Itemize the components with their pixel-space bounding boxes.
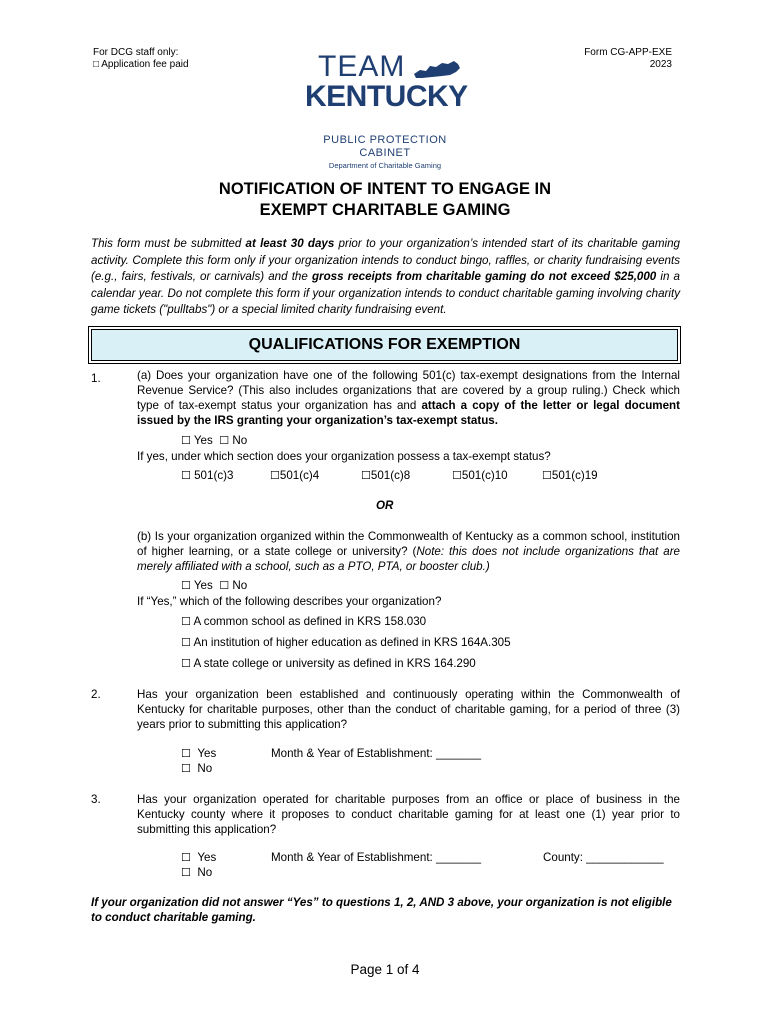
q3-yes-checkbox[interactable]: ☐ bbox=[181, 851, 191, 864]
q1b-option-state-college bbox=[181, 656, 476, 671]
option-501c8-checkbox[interactable]: ☐ bbox=[361, 469, 371, 482]
q2-no bbox=[181, 761, 212, 776]
common-school-label: A common school as defined in KRS 158.030 bbox=[193, 615, 427, 628]
q1-number: 1. bbox=[91, 372, 101, 385]
q1-option-501c19 bbox=[542, 468, 598, 483]
q3-text: Has your organization operated for charitable purposes from an office or place of business in the Kentucky county where it proposes to conduct charitable gaming for at least one (1) year prior to submitting this application? bbox=[137, 793, 680, 836]
eligibility-note: If your organization did not answer “Yes” to questions 1, 2, AND 3 above, your organization is not eligible to conduct charitable gaming. bbox=[91, 896, 672, 924]
q2-yes-label: Yes bbox=[197, 747, 217, 760]
common-school-checkbox[interactable]: ☐ bbox=[181, 615, 191, 628]
q1a-followup: If yes, under which section does your organization possess a tax-exempt status? bbox=[137, 450, 551, 463]
title-line-2: EXEMPT CHARITABLE GAMING bbox=[259, 201, 511, 219]
option-501c10-label: 501(c)10 bbox=[461, 469, 508, 482]
state-college-checkbox[interactable]: ☐ bbox=[181, 657, 191, 670]
option-501c3-label: 501(c)3 bbox=[194, 469, 234, 482]
q2-month-year-field[interactable]: Month & Year of Establishment: _______ bbox=[271, 747, 482, 760]
option-501c19-label: 501(c)19 bbox=[551, 469, 598, 482]
q3-month-year-field[interactable]: Month & Year of Establishment: _______ bbox=[271, 851, 482, 864]
kentucky-state-icon bbox=[412, 60, 462, 80]
q1b-option-higher-ed bbox=[181, 635, 511, 650]
q1b-no-checkbox[interactable]: ☐ bbox=[219, 579, 230, 592]
higher-ed-checkbox[interactable]: ☐ bbox=[181, 636, 191, 649]
option-501c4-label: 501(c)4 bbox=[279, 469, 320, 482]
intro-bold-2: gross receipts from charitable gaming do not exceed $25,000 bbox=[311, 270, 657, 283]
q1-option-501c3 bbox=[181, 468, 233, 483]
q1a-bold: attach a copy of the letter or legal document issued by the IRS granting your organization’s tax-exempt status. bbox=[137, 399, 680, 427]
q1b-followup: If “Yes,” which of the following describes your organization? bbox=[137, 595, 442, 608]
q1a-no-checkbox[interactable]: ☐ bbox=[219, 434, 230, 447]
form-year: 2023 bbox=[649, 59, 672, 70]
q3-no-label: No bbox=[197, 866, 213, 879]
page-number: Page 1 of 4 bbox=[350, 962, 420, 977]
q1b-yes-label: Yes bbox=[193, 579, 213, 592]
q1b-yes-no bbox=[181, 578, 247, 593]
intro-text-3: in a calendar year. Do not complete this form if your organization intends to conduct charitable gaming involving charity game tickets ("pulltabs") or a special limited charity fundraising event. bbox=[91, 270, 681, 316]
q3-yes bbox=[181, 850, 216, 865]
q1b-note: Note: this does not include organizations that are merely affiliated with a school, such as a PTO, PTA, or booster club.) bbox=[137, 545, 681, 573]
q1-option-501c4 bbox=[270, 468, 319, 483]
logo-kentucky: KENTUCKY bbox=[305, 80, 468, 113]
staff-only-note bbox=[93, 47, 189, 71]
logo-public-protection: PUBLIC PROTECTION bbox=[323, 134, 447, 146]
q2-yes-checkbox[interactable]: ☐ bbox=[181, 747, 191, 760]
q1b-option-common-school bbox=[181, 614, 426, 629]
q1a-no-label: No bbox=[232, 434, 248, 447]
option-501c4-checkbox[interactable]: ☐ bbox=[270, 469, 280, 482]
form-id: Form CG-APP-EXE bbox=[584, 47, 672, 58]
logo-department: Department of Charitable Gaming bbox=[328, 161, 442, 170]
q2-number: 2. bbox=[91, 688, 101, 701]
intro-text-1: This form must be submitted bbox=[91, 237, 246, 250]
q1b-text bbox=[137, 529, 680, 574]
q2-no-label: No bbox=[197, 762, 213, 775]
q3-no bbox=[181, 865, 212, 880]
qualifications-banner: QUALIFICATIONS FOR EXEMPTION bbox=[91, 329, 678, 361]
q1-option-501c8 bbox=[361, 468, 410, 483]
q1a-yes-no bbox=[181, 433, 247, 448]
or-separator: OR bbox=[376, 499, 394, 512]
staff-only-label: For DCG staff only: bbox=[93, 47, 179, 58]
q3-county-field[interactable]: County: ____________ bbox=[543, 851, 664, 864]
q1b-body: (b) Is your organization organized within the Commonwealth of Kentucky as a common school, institution of higher learning, or a state college or university? ( bbox=[137, 530, 680, 558]
q3-number: 3. bbox=[91, 793, 101, 806]
option-501c8-label: 501(c)8 bbox=[370, 469, 411, 482]
q1b-yes-checkbox[interactable]: ☐ bbox=[181, 579, 191, 592]
q1a-body: (a) Does your organization have one of the following 501(c) tax-exempt designations from the Internal Revenue Service? (This also includes organizations that are covered by a group ruling.) Check which type of tax-exempt status your organization has and bbox=[137, 369, 680, 412]
logo-cabinet: CABINET bbox=[359, 147, 411, 159]
option-501c19-checkbox[interactable]: ☐ bbox=[542, 469, 552, 482]
q1a-yes-label: Yes bbox=[193, 434, 213, 447]
option-501c3-checkbox[interactable]: ☐ bbox=[181, 469, 191, 482]
team-kentucky-logo bbox=[300, 52, 470, 171]
state-college-label: A state college or university as defined in KRS 164.290 bbox=[193, 657, 476, 670]
q1-option-501c10 bbox=[452, 468, 508, 483]
higher-ed-label: An institution of higher education as defined in KRS 164A.305 bbox=[193, 636, 511, 649]
title-line-1: NOTIFICATION OF INTENT TO ENGAGE IN bbox=[218, 180, 552, 198]
form-id-block bbox=[584, 47, 672, 71]
q2-text: Has your organization been established and continuously operating within the Commonwealth of Kentucky for charitable purposes, other than the conduct of charitable gaming, for a period of three (3) years prior to submitting this application? bbox=[137, 688, 680, 731]
intro-bold-1: at least 30 days bbox=[245, 237, 335, 250]
application-fee-paid: □ Application fee paid bbox=[93, 59, 189, 70]
q3-no-checkbox[interactable]: ☐ bbox=[181, 866, 191, 879]
q1b-no-label: No bbox=[232, 579, 248, 592]
q2-no-checkbox[interactable]: ☐ bbox=[181, 762, 191, 775]
q2-yes bbox=[181, 746, 216, 761]
q1a-yes-checkbox[interactable]: ☐ bbox=[181, 434, 191, 447]
intro-paragraph bbox=[91, 236, 680, 319]
intro-text-2: prior to your organization’s intended start of its charitable gaming activity. Complete this form only if your organization intends to conduct bingo, raffles, or charity fundraising events (e.g., fairs, festivals, or carnivals) and the bbox=[91, 237, 680, 283]
page-title bbox=[90, 179, 680, 221]
q3-yes-label: Yes bbox=[197, 851, 217, 864]
logo-team: TEAM bbox=[318, 50, 406, 83]
option-501c10-checkbox[interactable]: ☐ bbox=[452, 469, 462, 482]
q1a-text bbox=[137, 368, 680, 428]
